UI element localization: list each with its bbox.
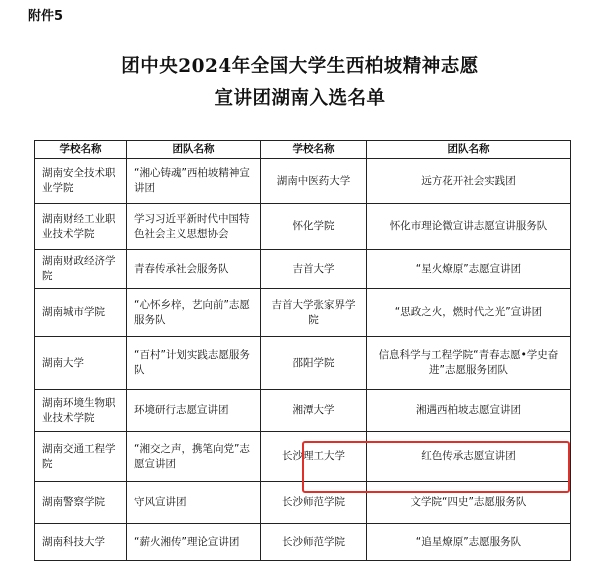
team-name-cell: “心怀乡梓，艺向前”志愿服务队 xyxy=(127,289,261,337)
school-name-cell: 湖南安全技术职业学院 xyxy=(35,159,127,204)
school-name-cell: 湖南财经工业职业技术学院 xyxy=(35,204,127,250)
school-name-cell: 湘潭大学 xyxy=(261,390,367,432)
school-name-cell: 吉首大学张家界学院 xyxy=(261,289,367,337)
school-name-cell: 湖南环境生物职业技术学院 xyxy=(35,390,127,432)
school-name-cell: 怀化学院 xyxy=(261,204,367,250)
table-row-highlighted xyxy=(35,432,571,482)
school-name-cell: 长沙理工大学 xyxy=(261,432,367,482)
column-header-school: 学校名称 xyxy=(261,141,367,159)
team-name-cell: “湘交之声，携笔向党”志愿宣讲团 xyxy=(127,432,261,482)
team-name-cell: 怀化市理论微宣讲志愿宣讲服务队 xyxy=(367,204,571,250)
team-name-cell: 红色传承志愿宣讲团 xyxy=(367,432,571,482)
table-row xyxy=(35,204,571,250)
school-name-cell: 吉首大学 xyxy=(261,250,367,289)
column-header-team: 团队名称 xyxy=(127,141,261,159)
column-header-team: 团队名称 xyxy=(367,141,571,159)
team-name-cell: “思政之火，燃时代之光”宣讲团 xyxy=(367,289,571,337)
table-row xyxy=(35,337,571,390)
school-name-cell: 湖南交通工程学院 xyxy=(35,432,127,482)
table-row xyxy=(35,524,571,561)
team-name-cell: 青春传承社会服务队 xyxy=(127,250,261,289)
team-name-cell: 守风宣讲团 xyxy=(127,482,261,524)
team-name-cell: “湘心铸魂”西柏坡精神宣讲团 xyxy=(127,159,261,204)
team-name-cell: 环境研行志愿宣讲团 xyxy=(127,390,261,432)
team-name-cell: “星火燎原”志愿宣讲团 xyxy=(367,250,571,289)
school-name-cell: 湖南财政经济学院 xyxy=(35,250,127,289)
team-name-cell: “追星燎原”志愿服务队 xyxy=(367,524,571,561)
table-row xyxy=(35,390,571,432)
table-row xyxy=(35,250,571,289)
table-row xyxy=(35,289,571,337)
attachment-label: 附件5 xyxy=(28,9,64,24)
table-row xyxy=(35,482,571,524)
column-header-school: 学校名称 xyxy=(35,141,127,159)
school-name-cell: 长沙师范学院 xyxy=(261,482,367,524)
school-name-cell: 湖南大学 xyxy=(35,337,127,390)
table-row xyxy=(35,159,571,204)
school-name-cell: 湖南中医药大学 xyxy=(261,159,367,204)
team-name-cell: “薪火湘传”理论宣讲团 xyxy=(127,524,261,561)
school-name-cell: 长沙师范学院 xyxy=(261,524,367,561)
team-name-cell: 学习习近平新时代中国特色社会主义思想协会 xyxy=(127,204,261,250)
school-name-cell: 湖南城市学院 xyxy=(35,289,127,337)
school-name-cell: 邵阳学院 xyxy=(261,337,367,390)
team-name-cell: 信息科学与工程学院“青春志愿•学史奋进”志愿服务团队 xyxy=(367,337,571,390)
team-name-cell: “百村”计划实践志愿服务队 xyxy=(127,337,261,390)
team-name-cell: 湘遇西柏坡志愿宣讲团 xyxy=(367,390,571,432)
team-name-cell: 文学院“四史”志愿服务队 xyxy=(367,482,571,524)
document-title-line-2: 宣讲团湖南入选名单 xyxy=(214,88,386,109)
table-header-row xyxy=(35,141,571,159)
team-name-cell: 远方花开社会实践团 xyxy=(367,159,571,204)
selection-list-table xyxy=(34,140,571,561)
document-title-line-1: 团中央2024年全国大学生西柏坡精神志愿 xyxy=(121,56,479,77)
school-name-cell: 湖南科技大学 xyxy=(35,524,127,561)
school-name-cell: 湖南警察学院 xyxy=(35,482,127,524)
